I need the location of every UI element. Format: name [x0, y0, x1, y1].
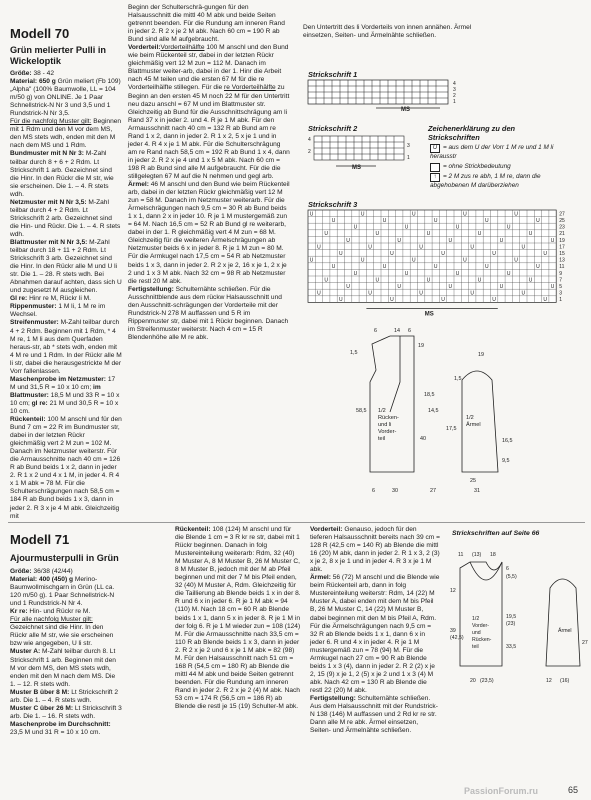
svg-text:(16): (16): [560, 678, 570, 684]
svg-text:U: U: [382, 218, 387, 224]
svg-text:1: 1: [407, 155, 410, 161]
model70-col2-paragraph: Vorderteil:Vorderteilhälfte 100 M anschl und den Bund wie beim Rückenteil str, dabei in der letzten Rückr gleichmäßig vert 12 M zun = 112 M. Danach im Blattmuster weiter-arb, dabei in der 1. Hinr die Arbeit nach 45 M teilen und die ersten 67 M für die re Vorderteilhälfte stillegen. Für die re Vorderteilhälfte zu Beginn an den ersten 45 M noch 22 M für den Untertritt neu dazu anschl = 67 M und im Blattmuster str. Gleichzeitig ab Bund für die Ausschnittschrägung am li Rand 37 x in jeder 2. und 4. R je 1 M abk. Für den Armausschnitt nach 40 cm = 132 R ab Bund am re Rand 1 x 2, dann in jeder 2. R 1 x 2, 5 x je 1 und in jeder 4. R 4 x je 1 M abk. Für die Schulterschrägung am re Rand nach 58,5 cm = 192 R ab Bund 1 x 4, dann in jeder 2. R 2 x je 4 und 1 x 5 M abk. Nach 60 cm = 198 R ab Bund sind alle M aufgebraucht. Für die die stillgelegten 67 M auf die N nehmen und gegl arb.: [128, 44, 290, 180]
chart3-row-label: 19: [559, 237, 565, 244]
svg-text:U: U: [521, 244, 526, 251]
svg-text:25: 25: [470, 478, 476, 484]
svg-text:und li: und li: [378, 422, 392, 428]
model71-chart-reference: Strickschriften auf Seite 66: [452, 530, 540, 537]
svg-text:14: 14: [394, 328, 400, 334]
svg-text:30: 30: [392, 488, 398, 494]
model70-col1-paragraph: Gl re: Hinr re M, Rückr li M.: [10, 295, 91, 303]
svg-text:U: U: [397, 284, 402, 290]
model71-col3-paragraph: Fertigstellung: Schulternähte schließen. Aus dem Halsausschnitt mit der Rundstrick-N 138 (146) M auffassen und 2 Rd kr re str. Dann alle M re abk. Ärmel einsetzen, Seiten- und Ärmelnähte schließen.: [310, 694, 438, 735]
chart3-ms-label: MS: [424, 311, 434, 318]
svg-text:U: U: [419, 244, 423, 251]
model70-subtitle: Grün melierter Pulli in Wickeloptik: [10, 45, 106, 66]
svg-text:U: U: [514, 257, 518, 264]
svg-text:U: U: [499, 284, 504, 290]
model71-subtitle: Ajourmusterpulli in Grün: [10, 553, 119, 563]
model71-col2: [175, 526, 301, 711]
svg-text:6: 6: [506, 566, 509, 572]
svg-text:(23): (23): [506, 621, 516, 627]
svg-text:U: U: [543, 251, 548, 257]
svg-text:U: U: [339, 297, 343, 304]
model71-col3-paragraph: Vorderteil: Genauso, jedoch für den tieferen Halsausschnitt bereits nach 39 cm = 128 R (42,5 cm = 140 R) ab Blende die mittl 16 (20) M abk, dann in jeder 2. R 1 x 3, 2 (3) x je 2, 8 x je 1 und in jeder 4. R 3 x je 1 M abk.: [310, 526, 440, 574]
model71-col1-paragraph: Muster C über 26 M: Lt Strickschrift 3 arb. Die 1. – 16. R stets wdh.: [10, 704, 122, 720]
svg-text:U: U: [360, 211, 365, 218]
svg-text:U: U: [543, 297, 548, 304]
svg-text:U: U: [455, 270, 460, 277]
svg-text:U: U: [455, 224, 460, 231]
svg-text:U: U: [470, 290, 475, 297]
legend-item-1: U = aus dem U der Vorr 1 M re und 1 M li herausstr: [430, 144, 554, 160]
chart2-label: Strickschrift 2: [308, 124, 358, 133]
svg-text:U: U: [441, 251, 445, 257]
svg-text:U: U: [346, 237, 350, 244]
model70-col2-paragraph: Fertigstellung: Schulternähte schließen. Für die Ausschnittblende aus dem rückw Halsausschnitt und den Ausschnitt-schrägungen der Vorderteile mit der Rundstrick-N 278 M auffassen und 5 R im Rippenmuster str, dabei mit 1 Rückr beginnen. Danach im Streifenmuster weiterstr. Nach 4 cm = 15 R Blendenhöhe alle M re abk.: [128, 285, 289, 341]
model70-schema: [350, 322, 513, 504]
svg-text:U: U: [426, 277, 431, 284]
svg-text:3: 3: [453, 87, 456, 93]
chart3-row-label: 3: [559, 290, 562, 297]
svg-text:6: 6: [372, 488, 375, 494]
model70-col1-paragraph: Rückenteil: 100 M anschl und für den Bund 7 cm = 22 R im Bundmuster str, dabei in der letzten Rückr gleichmäßig vert 2 M zun = 102 M. Danach im Netzmuster weiterstr. Für die Armausschnitte nach 40 cm = 126 R ab Bund beids 1 x 2, dann in jeder 2. R 1 x 2 und 4 x 1 M, in jeder 4. R 4 x 1 M abk = 78 M. Für die Schulterschrägungen nach 58,5 cm = 184 R ab Bund beids 1 x 3, dann in jeder 2. R 3 x je 4 M abk. Gleichzeitig mit: [10, 416, 122, 520]
svg-text:27: 27: [582, 640, 588, 646]
svg-text:U: U: [412, 211, 416, 218]
model70-col1-paragraph: Material: 650 g Grün meliert (Fb 109) „Alpha" (100% Baumwolle, LL = 104 m/50 g) von ONLINE. Je 1 Paar Schnellstrick-N Nr 3 und 3,5 und 1 Rundstrick-N Nr 3,5.: [10, 78, 121, 118]
model70-col1-paragraph: Netzmuster mit N Nr 3,5: M-Zahl teilbar durch 4 + 2 Rdm. Lt Strickschrift 2 arb. Gezeichnet sind die Hin- und Rückr. Die 1. – 4. R stets wdh.: [10, 198, 121, 238]
svg-text:4: 4: [453, 81, 456, 87]
svg-text:(13): (13): [472, 552, 482, 558]
model70-col2: [128, 4, 291, 342]
svg-text:U: U: [317, 244, 321, 251]
svg-text:U: U: [309, 211, 314, 218]
svg-text:12: 12: [546, 678, 552, 684]
chart3-row-label: 11: [559, 264, 565, 271]
svg-text:39: 39: [450, 628, 456, 634]
svg-text:1/2: 1/2: [378, 408, 386, 414]
section-divider: [8, 522, 585, 523]
svg-text:U: U: [470, 244, 475, 251]
svg-text:19: 19: [478, 352, 484, 358]
svg-text:U: U: [536, 218, 540, 224]
svg-text:U: U: [506, 270, 511, 277]
svg-text:16,5: 16,5: [502, 438, 513, 444]
svg-text:teil: teil: [378, 436, 386, 442]
svg-text:U: U: [317, 290, 321, 297]
model70-text-col1: [10, 70, 122, 521]
svg-text:U: U: [521, 290, 526, 297]
svg-text:U: U: [492, 297, 496, 304]
svg-text:12: 12: [450, 588, 456, 594]
svg-text:40: 40: [420, 436, 426, 442]
chart3-row-label: 1: [559, 297, 562, 304]
model71-col1-paragraph: Maschenprobe im Durchschnitt: 23,5 M und 31 R = 10 x 10 cm.: [10, 720, 111, 736]
model71-col1-paragraph: Muster B über 8 M: Lt Strickschrift 2 arb. Die 1. – 4. R stets wdh.: [10, 688, 119, 704]
chart3-row-label: 21: [559, 231, 565, 238]
svg-text:(5,5): (5,5): [506, 574, 517, 580]
svg-text:31: 31: [474, 488, 480, 494]
svg-text:U: U: [368, 290, 372, 297]
chart3-label: Strickschrift 3: [308, 200, 358, 209]
model70-col3: [303, 24, 473, 40]
svg-text:Ärmel: Ärmel: [466, 422, 481, 428]
svg-text:20: 20: [470, 678, 476, 684]
legend-blank-symbol-icon: [430, 163, 440, 172]
svg-text:1/2: 1/2: [466, 415, 474, 421]
model70-col1-paragraph: Maschenprobe im Netzmuster: 17 M und 31,5 R = 10 x 10 cm; im Blattmuster: 18,5 M und 33 R = 10 x 10 cm; gl re: 21 M und 30,5 R = 10 x 10 cm.: [10, 375, 120, 415]
model71-schema: [450, 548, 590, 718]
svg-text:Vorder-: Vorder-: [472, 623, 490, 629]
svg-text:58,5: 58,5: [356, 408, 367, 414]
svg-text:U: U: [339, 251, 343, 257]
svg-text:1: 1: [453, 99, 456, 105]
svg-text:6: 6: [408, 328, 411, 334]
page-number: 65: [568, 785, 579, 795]
model70-title: Modell 70: [10, 26, 70, 41]
svg-text:U: U: [397, 237, 402, 244]
svg-text:U: U: [346, 284, 350, 290]
svg-text:U: U: [375, 277, 380, 284]
svg-text:1,5: 1,5: [454, 376, 462, 382]
model70-col2-paragraph: Ärmel: 46 M anschl und den Bund wie beim Rückenteil arb, dabei in der letzten Rückr gleichmäßig vert 12 M zun = 58 M. Danach im Netzmuster weiterarb. Für die Ärmelschrägungen nach 9,5 cm = 30 R ab Bund beids 1 x 1, dann 2 x in jeder 10. R je 1 M mustergemäß zun = 64 M. Nach 16,5 cm = 52 R ab Bund gl re weiterarb, dabei in der 1. R gleichmäßig vert 4 M zun = 68 M. Gleichzeitig für die weiteren Ärmelschrägungen ab Netzmuster beids 6 x in jeder 8. R je 1 M zun = 80 M. Für die Armkugel nach 17,5 cm = 54 R ab Netzmuster beids 1 x 3, dann in jeder 2. R 2 x je 2, 16 x je 1, 2 x je 2 und 1 x 3 M abk. Nach 32 cm = 98 R ab Netzmuster die restl 20 M abk.: [128, 181, 290, 285]
model71-text-col1: [10, 568, 122, 737]
model71-col1: [10, 532, 122, 737]
svg-text:(23,5): (23,5): [480, 678, 494, 684]
svg-text:U: U: [477, 231, 482, 238]
model70-col1-paragraph: Rippenmuster: 1 M li, 1 M re im Wechsel.: [10, 303, 106, 319]
model71-col2-paragraph: Rückenteil: 108 (124) M anschl und für die Blende 1 cm = 3 R kr re str, dabei mit 1 Rückr beginnen. Danach in folg Mustereinteilung weiterarb: Rdm, 32 (40) M Muster A, 8 M Muster B, 26 M Muster C, 8 M Muster B, jedoch mit der M ab Pfeil beginnen und mit der 7 M bis Pfeil enden, 32 (40) M Muster A, Rdm. Gleichzeitig für die Taillierung ab Blende beids 1 x in der 8. R und 6 x in jeder 6. R je 1 M abk = 94 (110) M. Nach 18 cm = 60 R ab Blende beids 1 x 1, dann 5 x in jeder 8. R je 1 M in der folg 6. R je 1 M wieder zun = 108 (124) M. Für die Armausschnitte nach 33,5 cm = 110 R ab Blende beids 1 x 3, dann in jeder 2. R 2 x je 2 und 6 x je 1 M abk = 82 (98) M. Für den Halsausschnitt nach 51 cm = 168 R (54,5 cm = 180 R) ab Blende die mittl 44 M abk und beide Seiten getrennt beenden. Für die Rundung am inneren Rand in jeder 2. R 2 x je 2 (4) M abk. Nach 53 cm = 174 R (56,5 cm = 186 R) ab Blende die restl je 15 (19) Schulter-M abk.: [175, 526, 301, 711]
model71-col3-paragraph: Ärmel: 56 (72) M anschl und die Blende wie beim Rückenteil arb, dann in folg Mustereinteilung weiterstr: Rdm, 14 (22) M Muster A, dabei enden mit dem M bis Pfeil B, 26 M Muster C, 14 (22) M Muster B, dabei beginnen mit den M bis Pfeil A, Rdm. Für die Ärmelschrägungen nach 9,5 cm = 32 R ab Blende beids 1 x 1, dann 6 x in jeder 6. R und 4 x in jeder 4. R je 1 M mustergemäß zun = 78 (94) M. Für die Armkugel nach 27 cm = 90 R ab Blende beids 1 x 3 (4), dann in jeder 2. R 2 (2) x je 2, 15 (9) x je 1, 2 (5) x je 2 und 1 x 3 (4) M abk. Nach 42 cm = 130 R ab Blende die restl 22 (20) M abk.: [310, 574, 440, 694]
model70-col1-paragraph: Für die nachfolg Muster gilt: Beginnen mit 1 Rdm und den M vor dem MS, den MS stets wdh, enden mit den M nach dem MS und 1 Rdm.: [10, 118, 122, 150]
svg-text:U: U: [514, 211, 518, 218]
svg-text:U: U: [433, 264, 438, 271]
chart1-label: Strickschrift 1: [308, 70, 358, 79]
svg-text:6: 6: [374, 328, 377, 334]
svg-text:19: 19: [418, 343, 424, 349]
model71-col1-paragraph: Muster A: M-Zahl teilbar durch 8. Lt Strickschrift 1 arb. Beginnen mit den M vor dem MS, den MS stets wdh, enden mit den M nach dem MS. Die 1. – 12. R stets wdh.: [10, 648, 116, 688]
svg-text:MS: MS: [401, 107, 410, 113]
svg-text:U: U: [426, 231, 431, 238]
svg-text:18: 18: [490, 552, 496, 558]
svg-text:U: U: [477, 277, 482, 284]
model71-title: Modell 71: [10, 532, 70, 547]
chart3-row-label: 7: [559, 277, 562, 284]
svg-text:U: U: [390, 297, 394, 304]
svg-text:U: U: [448, 284, 453, 290]
svg-text:11: 11: [458, 552, 464, 558]
svg-text:U: U: [433, 218, 438, 224]
svg-text:U: U: [353, 270, 358, 277]
svg-text:U: U: [404, 270, 409, 277]
legend-title: Zeichenerklärung zu den Strickschriften: [428, 124, 516, 142]
svg-text:U: U: [485, 218, 489, 224]
chart1-grid: [306, 78, 476, 118]
svg-text:teil: teil: [472, 644, 479, 650]
svg-text:U: U: [528, 231, 533, 238]
model71-col3: [310, 526, 440, 735]
chart3-row-label: 25: [559, 218, 565, 224]
svg-text:U: U: [412, 257, 416, 264]
svg-text:9,5: 9,5: [502, 458, 510, 464]
svg-text:Rücken-: Rücken-: [472, 637, 492, 643]
legend-item-3: ↑ = 2 M zus re abh, 1 M re, dann die abgehobenen M darüberziehen: [430, 173, 541, 189]
model71-text-col2: [175, 526, 301, 711]
svg-text:U: U: [550, 237, 555, 244]
svg-text:U: U: [390, 251, 394, 257]
chart3-grid: [306, 208, 591, 320]
svg-text:U: U: [419, 290, 423, 297]
svg-text:U: U: [368, 244, 372, 251]
svg-text:U: U: [506, 224, 511, 231]
svg-text:4: 4: [308, 137, 311, 143]
legend-u-symbol-icon: U: [430, 144, 440, 153]
svg-text:3: 3: [407, 143, 410, 149]
svg-text:U: U: [528, 277, 533, 284]
svg-text:Vorder-: Vorder-: [378, 429, 397, 435]
model70-col1: [10, 26, 122, 521]
chart3-row-label: 9: [559, 270, 562, 277]
chart3-row-label: 27: [559, 211, 565, 218]
svg-text:U: U: [331, 264, 336, 271]
model71-col1-paragraph: Material: 400 (450) g Merino-Baumwollmischgarn in Grün (LL ca. 120 m/50 g). 1 Paar Schnellstrick-N und 1 Rundstrick-N Nr 4.: [10, 576, 115, 608]
svg-text:U: U: [499, 237, 504, 244]
chart3-row-label: 23: [559, 224, 565, 231]
chart3-row-label: 15: [559, 251, 565, 257]
svg-text:1,5: 1,5: [350, 350, 358, 356]
svg-text:U: U: [375, 231, 380, 238]
svg-text:U: U: [309, 257, 314, 264]
svg-text:U: U: [550, 284, 555, 290]
svg-text:U: U: [324, 231, 329, 238]
svg-text:1/2: 1/2: [472, 616, 480, 622]
model70-col1-paragraph: Streifenmuster: M-Zahl teilbar durch 4 + 2 Rdm. Beginnen mit 1 Rdm, * 4 M re, 1 M li aus dem Querfaden heraus-str, ab * stets wdh, enden mit 4 M re und 1 Rdm. In der Rückr alle M li str, dabei die herausgestrickte M der Vorr fallenlassen.: [10, 319, 122, 375]
svg-text:Rücken-: Rücken-: [378, 415, 399, 421]
svg-text:19,5: 19,5: [506, 614, 517, 620]
model70-col1-paragraph: Bundmuster mit N Nr 3: M-Zahl teilbar durch 8 + 6 + 2 Rdm. Lt Strickschrift 1 arb. Gezeichnet sind die Hinr. In den Rückr die M str, wie sie erscheinen. Die 1. – 4. R stets wdh.: [10, 150, 114, 198]
svg-text:U: U: [360, 257, 365, 264]
chart3-row-label: 5: [559, 284, 562, 290]
svg-text:U: U: [485, 264, 489, 271]
legend-decrease-symbol-icon: ↑: [430, 173, 440, 182]
chart2-grid: [306, 134, 416, 174]
svg-text:14,5: 14,5: [428, 408, 439, 414]
model71-text-col3: [310, 526, 440, 735]
svg-text:U: U: [441, 297, 445, 304]
model70-text-col3: Den Untertritt des li Vorderteils von innen annähen. Ärmel einsetzen, Seiten- und Ärmelnähte schließen.: [303, 24, 472, 40]
svg-text:U: U: [463, 211, 467, 218]
svg-text:U: U: [463, 257, 467, 264]
chart3-row-label: 13: [559, 257, 565, 264]
svg-text:18,5: 18,5: [424, 392, 435, 398]
svg-text:U: U: [324, 277, 329, 284]
svg-text:U: U: [404, 224, 409, 231]
svg-text:U: U: [492, 251, 496, 257]
svg-text:U: U: [331, 218, 336, 224]
svg-text:U: U: [382, 264, 387, 271]
svg-text:U: U: [448, 237, 453, 244]
svg-text:2: 2: [453, 93, 456, 99]
svg-text:Ärmel: Ärmel: [558, 628, 572, 634]
svg-text:U: U: [536, 264, 540, 271]
svg-text:33,5: 33,5: [506, 644, 517, 650]
svg-text:27: 27: [430, 488, 436, 494]
svg-text:und: und: [472, 630, 481, 636]
svg-text:17,5: 17,5: [446, 426, 457, 432]
model70-text-col2: [128, 4, 291, 342]
svg-text:U: U: [353, 224, 358, 231]
model70-col1-paragraph: Blattmuster mit N Nr 3,5: M-Zahl teilbar durch 18 + 11 + 2 Rdm. Lt Strickschrift 3 arb. Gezeichnet sind die Hinr. In den Rückr alle M und U li str. Die 1. – 28. R stets wdh. Bei Abnahmen darauf achten, dass sich U und zugesetzt M ausgleichen.: [10, 238, 122, 295]
chart3-row-label: 17: [559, 244, 565, 251]
svg-text:2: 2: [308, 149, 311, 155]
model71-col1-paragraph: Für alle nachfolg Muster gilt: Gezeichnet sind die Hinr. In den Rückr alle M str, wie sie erscheinen bzw wie angegeben, U li str.: [10, 616, 114, 648]
svg-text:MS: MS: [352, 165, 361, 171]
model71-col1-paragraph: Größe: 36/38 (42/44): [10, 568, 73, 575]
model70-col2-paragraph: Beginn der Schulterschrä-gungen für den Halsausschnitt die mittl 40 M abk und beide Seiten getrennt beenden. Für die Rundung am inneren Rand in jeder 2. R 2 x je 2 M abk. Nach 60 cm = 190 R ab Bund sind alle M aufgebraucht.: [128, 4, 285, 44]
svg-text:(42,5): (42,5): [450, 635, 464, 641]
legend-item-2: = ohne Strickbedeutung: [430, 163, 570, 172]
watermark: PassionForum.ru: [464, 786, 539, 796]
model70-col1-paragraph: Größe: 38 - 42: [10, 70, 54, 77]
model71-col1-paragraph: Kr re: Hin- und Rückr re M.: [10, 608, 91, 616]
